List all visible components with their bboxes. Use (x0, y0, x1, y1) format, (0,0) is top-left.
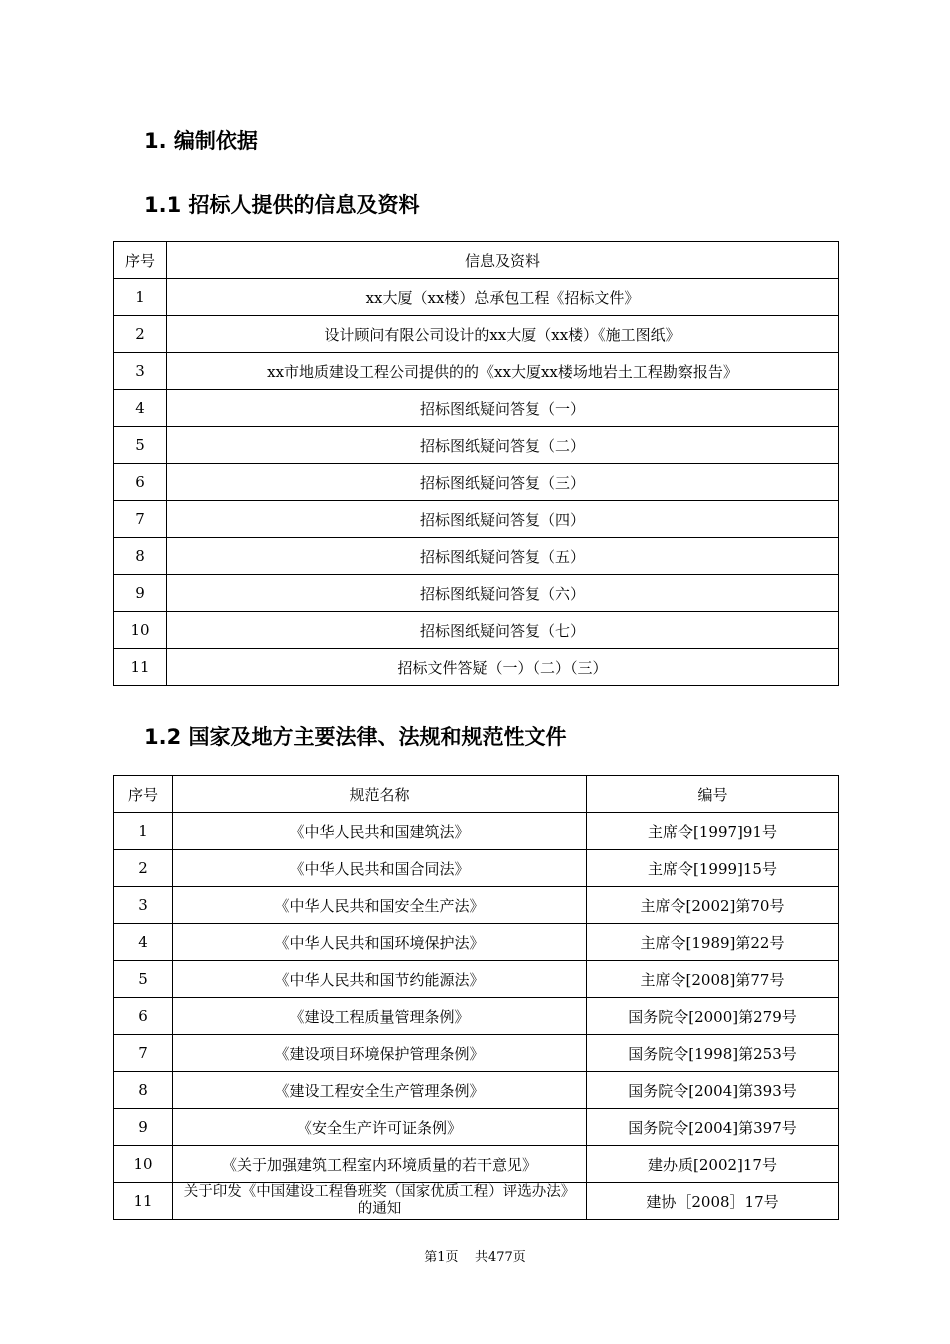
cell-info: xx大厦（xx楼）总承包工程《招标文件》 (167, 279, 839, 316)
cell-code: 主席令[1989]第22号 (587, 924, 839, 961)
table-row (114, 649, 839, 686)
table-row (114, 998, 839, 1035)
cell-name: 关于印发《中国建设工程鲁班奖（国家优质工程）评选办法》的通知 (173, 1183, 587, 1220)
cell-index: 7 (114, 1035, 173, 1072)
cell-index: 10 (114, 612, 167, 649)
cell-info: 招标图纸疑问答复（六） (167, 575, 839, 612)
cell-index: 3 (114, 353, 167, 390)
cell-index: 8 (114, 538, 167, 575)
table-row (114, 850, 839, 887)
column-header-code: 编号 (587, 776, 839, 813)
cell-name: 《中华人民共和国环境保护法》 (173, 924, 587, 961)
cell-index: 2 (114, 316, 167, 353)
cell-code: 国务院令[2004]第397号 (587, 1109, 839, 1146)
table-row (114, 538, 839, 575)
cell-code: 主席令[2008]第77号 (587, 961, 839, 998)
cell-code: 主席令[2002]第70号 (587, 887, 839, 924)
cell-name: 《中华人民共和国合同法》 (173, 850, 587, 887)
cell-info: 招标文件答疑（一）（二）（三） (167, 649, 839, 686)
cell-info: 招标图纸疑问答复（三） (167, 464, 839, 501)
cell-index: 4 (114, 924, 173, 961)
cell-code: 建协［2008］17号 (587, 1183, 839, 1220)
cell-index: 1 (114, 813, 173, 850)
cell-index: 4 (114, 390, 167, 427)
info-table (113, 241, 839, 686)
cell-name: 《建设工程安全生产管理条例》 (173, 1072, 587, 1109)
table-header-row (114, 776, 839, 813)
cell-index: 11 (114, 1183, 173, 1220)
cell-index: 6 (114, 464, 167, 501)
column-header-index: 序号 (114, 776, 173, 813)
cell-index: 11 (114, 649, 167, 686)
table-row (114, 961, 839, 998)
cell-info: 招标图纸疑问答复（二） (167, 427, 839, 464)
cell-name: 《中华人民共和国安全生产法》 (173, 887, 587, 924)
table-row (114, 464, 839, 501)
cell-index: 10 (114, 1146, 173, 1183)
table-row (114, 575, 839, 612)
cell-index: 8 (114, 1072, 173, 1109)
table-row (114, 1146, 839, 1183)
cell-index: 1 (114, 279, 167, 316)
cell-code: 主席令[1999]15号 (587, 850, 839, 887)
column-header-info: 信息及资料 (167, 242, 839, 279)
table-header-row (114, 242, 839, 279)
cell-name: 《建设项目环境保护管理条例》 (173, 1035, 587, 1072)
cell-name: 《中华人民共和国建筑法》 (173, 813, 587, 850)
table-row (114, 316, 839, 353)
regulations-table (113, 775, 839, 1220)
table-row (114, 1183, 839, 1220)
cell-index: 9 (114, 575, 167, 612)
cell-name: 《建设工程质量管理条例》 (173, 998, 587, 1035)
section-heading-1: 1. 编制依据 (144, 129, 258, 153)
table-row (114, 501, 839, 538)
cell-index: 2 (114, 850, 173, 887)
cell-index: 3 (114, 887, 173, 924)
table-row (114, 427, 839, 464)
cell-index: 9 (114, 1109, 173, 1146)
table-row (114, 813, 839, 850)
cell-index: 5 (114, 427, 167, 464)
table-row (114, 887, 839, 924)
table-row (114, 390, 839, 427)
cell-code: 国务院令[1998]第253号 (587, 1035, 839, 1072)
cell-name: 《安全生产许可证条例》 (173, 1109, 587, 1146)
cell-info: 设计顾问有限公司设计的xx大厦（xx楼）《施工图纸》 (167, 316, 839, 353)
cell-name: 《关于加强建筑工程室内环境质量的若干意见》 (173, 1146, 587, 1183)
cell-name: 《中华人民共和国节约能源法》 (173, 961, 587, 998)
table-row (114, 612, 839, 649)
cell-info: 招标图纸疑问答复（四） (167, 501, 839, 538)
cell-info: xx市地质建设工程公司提供的的《xx大厦xx楼场地岩土工程勘察报告》 (167, 353, 839, 390)
table-row (114, 1035, 839, 1072)
page-footer: 第1页 共477页 (424, 1250, 526, 1265)
table-row (114, 353, 839, 390)
section-heading-1-2: 1.2 国家及地方主要法律、法规和规范性文件 (144, 725, 567, 749)
column-header-index: 序号 (114, 242, 167, 279)
cell-index: 6 (114, 998, 173, 1035)
table-row (114, 1109, 839, 1146)
cell-code: 主席令[1997]91号 (587, 813, 839, 850)
cell-info: 招标图纸疑问答复（五） (167, 538, 839, 575)
column-header-name: 规范名称 (173, 776, 587, 813)
section-heading-1-1: 1.1 招标人提供的信息及资料 (144, 193, 420, 217)
cell-info: 招标图纸疑问答复（七） (167, 612, 839, 649)
table-row (114, 924, 839, 961)
cell-code: 建办质[2002]17号 (587, 1146, 839, 1183)
cell-info: 招标图纸疑问答复（一） (167, 390, 839, 427)
table-row (114, 1072, 839, 1109)
cell-index: 7 (114, 501, 167, 538)
cell-code: 国务院令[2004]第393号 (587, 1072, 839, 1109)
cell-code: 国务院令[2000]第279号 (587, 998, 839, 1035)
cell-index: 5 (114, 961, 173, 998)
table-row (114, 279, 839, 316)
